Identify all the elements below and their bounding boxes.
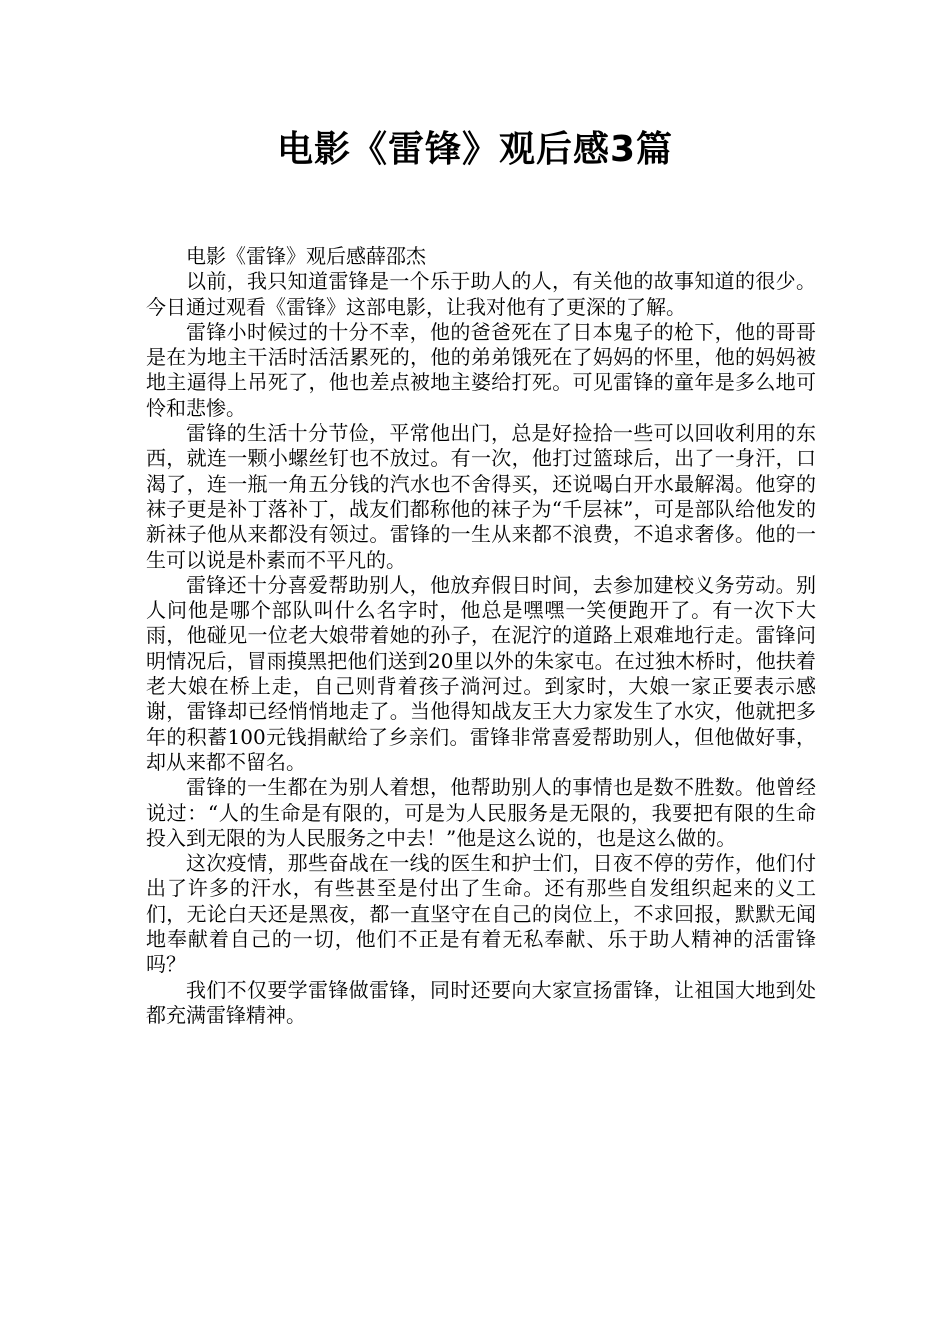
paragraph-subtitle: 电影《雷锋》观后感薛邵杰 bbox=[186, 244, 426, 268]
paragraph: 这次疫情，那些奋战在一线的医生和护士们，日夜不停的劳作，他们付出了许多的汗水，有些甚至是付出了生命。还有那些自发组织起来的义工们，无论白天还是黑夜，都一直坚守在自己的岗位上，不求回报，默默无闻地奉献着自己的一切，他们不正是有着无私奉献、乐于助人精神的活雷锋吗？ bbox=[146, 851, 816, 977]
paragraph: 雷锋小时候过的十分不幸，他的爸爸死在了日本鬼子的枪下，他的哥哥是在为地主干活时活活累死的，他的弟弟饿死在了妈妈的怀里，他的妈妈被地主逼得上吊死了，他也差点被地主婆给打死。可见雷锋的童年是多么地可怜和悲惨。 bbox=[146, 319, 816, 420]
document-title: 电影《雷锋》观后感3篇 bbox=[276, 129, 674, 170]
paragraph: 我们不仅要学雷锋做雷锋，同时还要向大家宣扬雷锋，让祖国大地到处都充满雷锋精神。 bbox=[146, 977, 816, 1027]
document-body bbox=[146, 244, 816, 1028]
paragraph: 雷锋的生活十分节俭，平常他出门，总是好捡拾一些可以回收利用的东西，就连一颗小螺丝钉也不放过。有一次，他打过篮球后，出了一身汗，口渴了，连一瓶一角五分钱的汽水也不舍得买，还说喝白开水最解渴。他穿的袜子更是补丁落补丁，战友们都称他的袜子为“千层袜”，可是部队给他发的新袜子他从来都没有领过。雷锋的一生从来都不浪费，不追求奢侈。他的一生可以说是朴素而不平凡的。 bbox=[146, 421, 816, 572]
paragraph: 雷锋还十分喜爱帮助别人，他放弃假日时间，去参加建校义务劳动。别人问他是哪个部队叫什么名字时，他总是嘿嘿一笑便跑开了。有一次下大雨，他碰见一位老大娘带着她的孙子，在泥泞的道路上艰难地行走。雷锋问明情况后，冒雨摸黑把他们送到20里以外的朱家屯。在过独木桥时，他扶着老大娘在桥上走，自己则背着孩子淌河过。到家时，大娘一家正要表示感谢，雷锋却已经悄悄地走了。当他得知战友王大力家发生了水灾，他就把多年的积蓄100元钱捐献给了乡亲们。雷锋非常喜爱帮助别人，但他做好事，却从来都不留名。 bbox=[146, 572, 816, 774]
paragraph: 雷锋的一生都在为别人着想，他帮助别人的事情也是数不胜数。他曾经说过：“人的生命是有限的，可是为人民服务是无限的，我要把有限的生命投入到无限的为人民服务之中去！”他是这么说的，也是这么做的。 bbox=[146, 775, 816, 850]
paragraph: 以前，我只知道雷锋是一个乐于助人的人，有关他的故事知道的很少。今日通过观看《雷锋》这部电影，让我对他有了更深的了解。 bbox=[146, 269, 816, 319]
